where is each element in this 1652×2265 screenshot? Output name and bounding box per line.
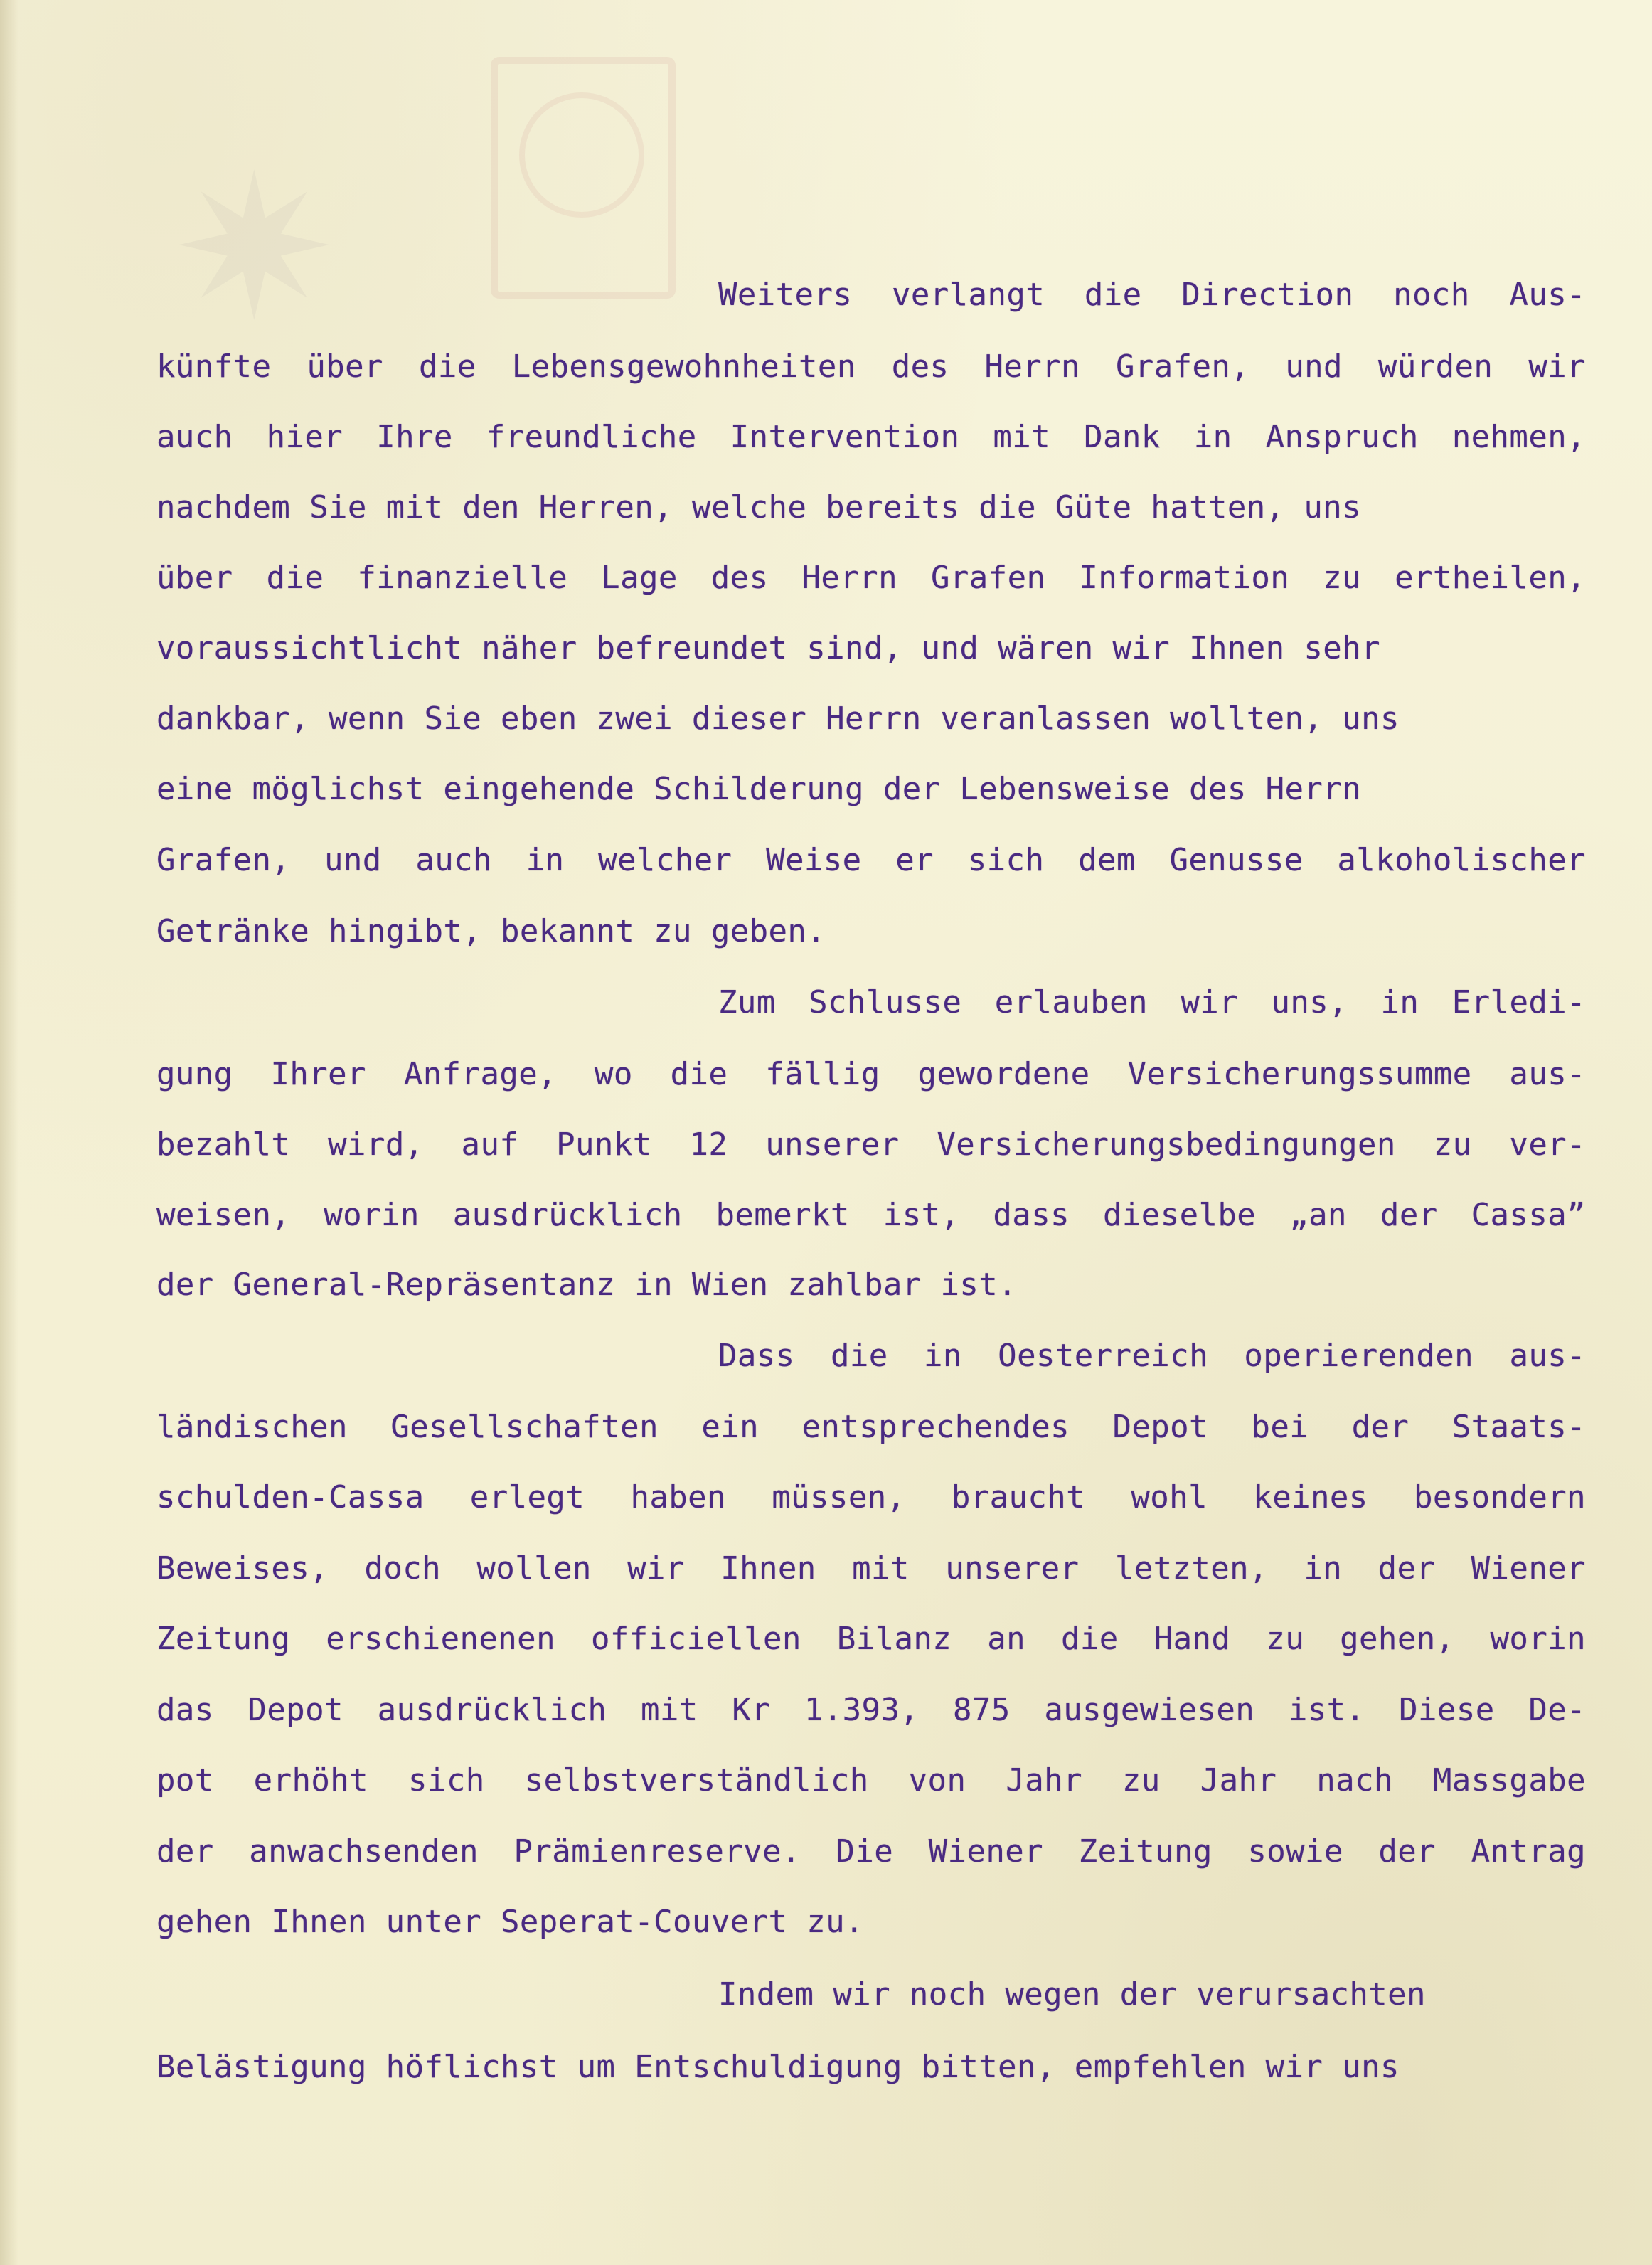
bleed-through-emblem-icon: ✷ — [171, 133, 338, 365]
letter-line: nachdem Sie mit den Herren, welche bereits die Güte hatten, uns — [156, 489, 1362, 526]
letter-line: dankbar, wenn Sie eben zwei dieser Herrn veranlassen wollten, uns — [156, 700, 1400, 737]
letter-line: eine möglichst eingehende Schilderung der Lebensweise des Herrn — [156, 771, 1362, 807]
letter-line: gehen Ihnen unter Seperat-Couvert zu. — [156, 1904, 864, 1940]
letter-line: voraussichtlicht näher befreundet sind, und wären wir Ihnen sehr — [156, 630, 1380, 666]
letter-line: schulden-Cassa erlegt haben müssen, braucht wohl keines besondern — [156, 1479, 1586, 1515]
letter-line: Zeitung erschienenen officiellen Bilanz an die Hand zu gehen, worin — [156, 1621, 1586, 1657]
letter-line: bezahlt wird, auf Punkt 12 unserer Versicherungsbedingungen zu ver- — [156, 1126, 1586, 1163]
letter-line: ländischen Gesellschaften ein entsprechendes Depot bei der Staats- — [156, 1409, 1586, 1445]
letter-line: künfte über die Lebensgewohnheiten des Herrn Grafen, und würden wir — [156, 348, 1586, 385]
letter-line: der anwachsenden Prämienreserve. Die Wiener Zeitung sowie der Antrag — [156, 1833, 1586, 1870]
letter-line: der General-Repräsentanz in Wien zahlbar ist. — [156, 1267, 1018, 1303]
letter-line: Beweises, doch wollen wir Ihnen mit unserer letzten, in der Wiener — [156, 1550, 1586, 1587]
letter-line: Belästigung höflichst um Entschuldigung bitten, empfehlen wir uns — [156, 2049, 1400, 2085]
letter-line: Grafen, und auch in welcher Weise er sich dem Genusse alkoholischer — [156, 842, 1586, 878]
letter-line: Dass die in Oesterreich operierenden aus- — [718, 1338, 1586, 1374]
letter-line: weisen, worin ausdrücklich bemerkt ist, dass dieselbe „an der Cassa” — [156, 1197, 1586, 1233]
letter-line: gung Ihrer Anfrage, wo die fällig gewordene Versicherungssumme aus- — [156, 1056, 1586, 1092]
letter-line: Getränke hingibt, bekannt zu geben. — [156, 913, 826, 949]
letter-line: pot erhöht sich selbstverständlich von Jahr zu Jahr nach Massgabe — [156, 1762, 1586, 1798]
letter-line: das Depot ausdrücklich mit Kr 1.393, 875 ausgewiesen ist. Diese De- — [156, 1692, 1586, 1728]
letter-line: Zum Schlusse erlauben wir uns, in Erledi- — [718, 984, 1586, 1020]
letter-line: auch hier Ihre freundliche Intervention mit Dank in Anspruch nehmen, — [156, 419, 1586, 455]
letter-line: über die finanzielle Lage des Herrn Grafen Information zu ertheilen, — [156, 560, 1586, 596]
letter-line: Weiters verlangt die Direction noch Aus- — [718, 277, 1586, 313]
letter-line: Indem wir noch wegen der verursachten — [718, 1976, 1426, 2013]
